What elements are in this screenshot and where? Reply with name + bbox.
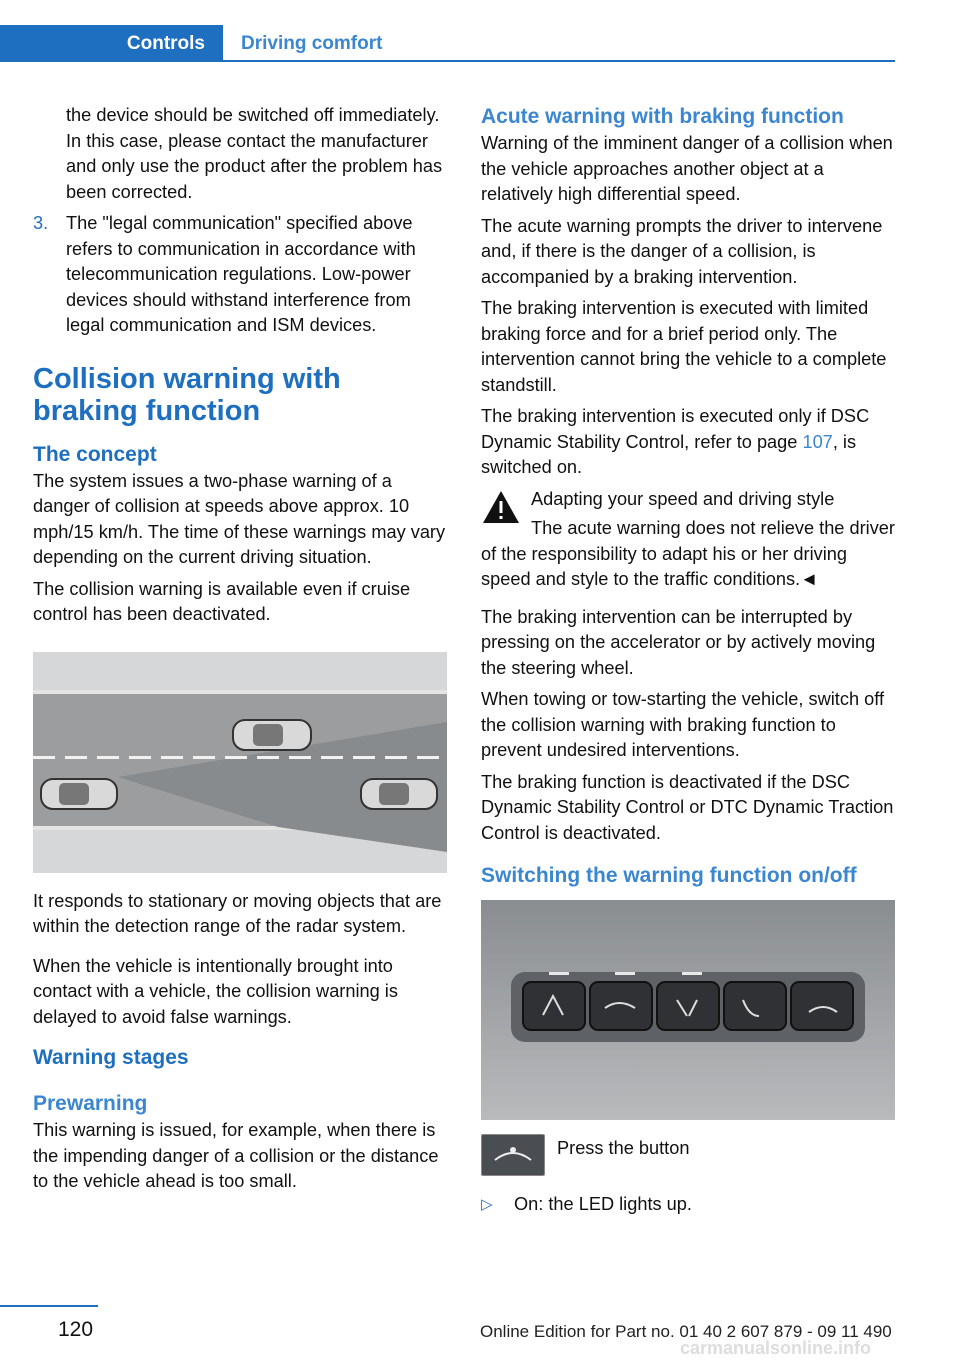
concept-heading: The concept <box>33 442 157 466</box>
list-item-text: On: the LED lights up. <box>514 1194 692 1214</box>
section-title: Collision warning with braking function <box>33 362 341 427</box>
interrupt-paragraph: The braking intervention can be interrupted by pressing on the accelerator or by actively moving the steering wheel. <box>481 606 876 678</box>
contact-paragraph: When the vehicle is intentionally brought into contact with a vehicle, the collision warning is delayed to avoid false warnings. <box>33 955 398 1027</box>
footer-edition: Online Edition for Part no. 01 40 2 607 879 - 09 11 490 <box>480 1322 892 1341</box>
acute-warning-heading: Acute warning with braking function <box>481 105 844 128</box>
car-icon <box>41 779 117 809</box>
deactivated-paragraph: The braking function is deactivated if the DSC Dynamic Stability Control or DTC Dynamic Traction Control is deactivated. <box>481 771 894 843</box>
warning-stages-heading: Warning stages <box>33 1046 189 1069</box>
car-icon <box>233 720 311 750</box>
prewarning-heading: Prewarning <box>33 1092 148 1115</box>
acute-paragraph-2: The acute warning prompts the driver to intervene and, if there is the danger of a collision, is accompanied by a braking intervention. <box>481 215 883 287</box>
warning-text: The acute warning does not relieve the driver of the responsibility to adapt his or her driving speed and style to the traffic conditions.◄ <box>481 518 895 589</box>
collision-warning-button-icon <box>481 1134 545 1176</box>
page-link[interactable]: 107 <box>802 431 833 452</box>
warning-note <box>481 487 897 513</box>
header-tab-controls[interactable]: Controls <box>0 25 223 62</box>
prewarning-paragraph: This warning is issued, for example, when there is the impending danger of a collision or the distance to the vehicle ahead is too small. <box>33 1120 439 1191</box>
car-icon <box>361 779 437 809</box>
list-item-text: The "legal communication" specified above refers to communication in accordance with telecommunication regulations. Low-power devices should withstand interference from legal communication and ISM devices. <box>66 213 416 335</box>
concept-paragraph-2: The collision warning is available even if cruise control has been deactivated. <box>33 578 411 624</box>
acute-paragraph-3: The braking intervention is executed with limited braking force and for a brief period only. The intervention cannot bring the vehicle to a complete standstill. <box>481 298 887 395</box>
list-item-3 <box>33 211 449 339</box>
list-item-2-continuation: the device should be switched off immediately. In this case, please contact the manufacturer and only use the product after the problem has been corrected. <box>66 105 443 202</box>
radar-illustration <box>33 652 447 873</box>
responds-paragraph: It responds to stationary or moving objects that are within the detection range of the radar system. <box>33 890 442 936</box>
press-button-text: Press the button <box>557 1138 690 1158</box>
acute-paragraph-1: Warning of the imminent danger of a collision when the vehicle approaches another object at a relatively high differential speed. <box>481 133 893 204</box>
page-number: 120 <box>58 1318 94 1341</box>
left-column <box>33 103 449 1201</box>
acute-paragraph-4: The braking intervention is executed only if DSC Dynamic Stability Control, refer to page 107, is switched on. <box>481 406 870 477</box>
watermark: carmanualsonline.info <box>680 1338 872 1358</box>
page-header <box>0 0 895 62</box>
triangle-bullet-icon: ▷ <box>481 1196 493 1213</box>
button-panel-photo <box>481 900 895 1120</box>
right-column <box>481 103 897 1224</box>
warning-triangle-icon <box>481 489 521 525</box>
list-number: 3. <box>33 213 49 233</box>
warning-title: Adapting your speed and driving style <box>531 488 835 509</box>
footer-rule <box>0 1305 98 1307</box>
header-rule <box>0 60 895 62</box>
header-tab-driving-comfort[interactable]: Driving comfort <box>241 32 383 54</box>
press-button-row <box>481 1134 897 1176</box>
switching-heading: Switching the warning function on/off <box>481 864 857 887</box>
list-item-on <box>481 1192 897 1218</box>
towing-paragraph: When towing or tow-starting the vehicle, switch off the collision warning with braking function to prevent undesired interventions. <box>481 689 885 760</box>
concept-paragraph-1: The system issues a two-phase warning of a danger of collision at speeds above approx. 10 mph/15 km/h. The time of these warnings may vary depending on the current driving situation. <box>33 470 446 567</box>
